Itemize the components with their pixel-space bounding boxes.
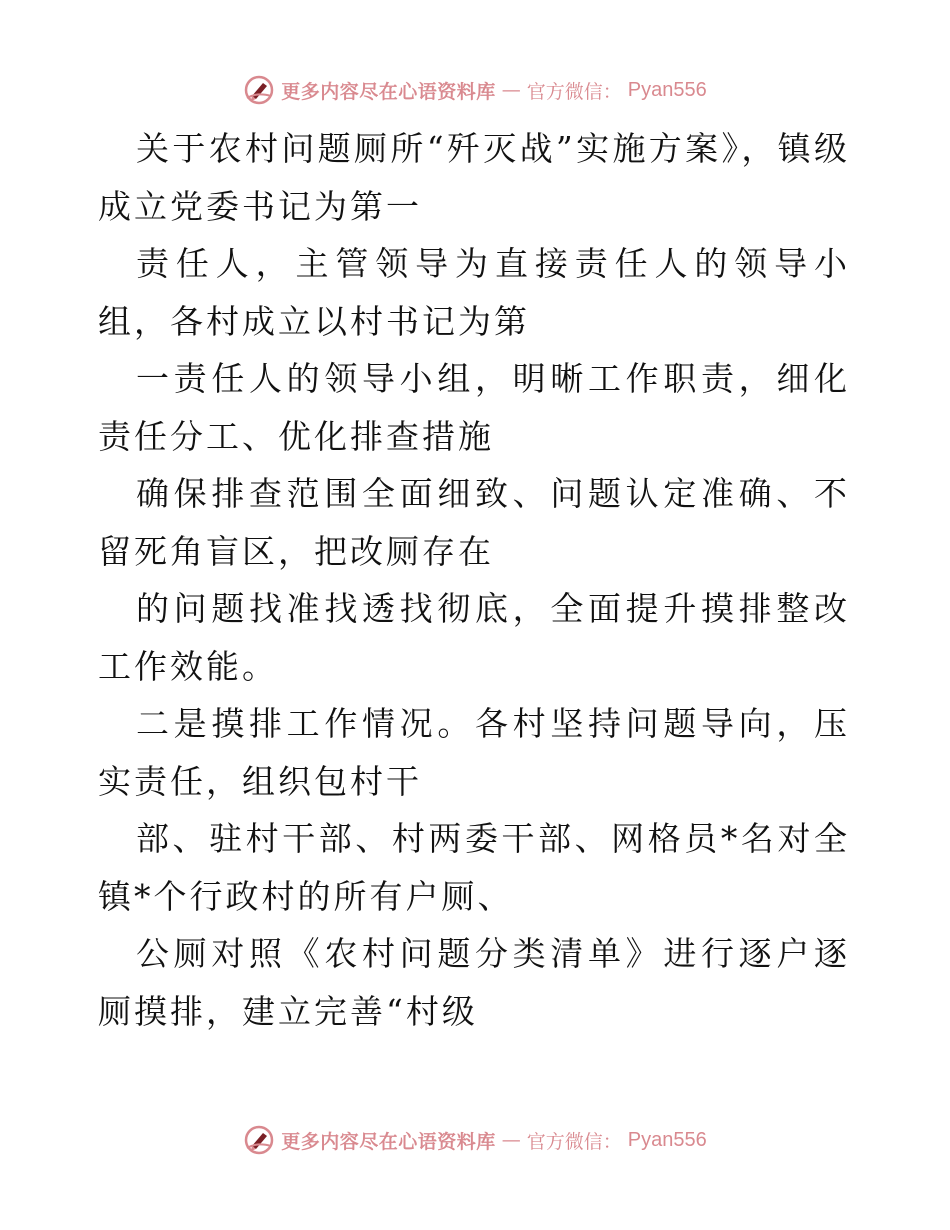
footer-brand-text: 更多内容尽在心语资料库	[281, 1130, 496, 1153]
paragraph: 责任人，主管领导为直接责任人的领导小组，各村成立以村书记为第	[98, 244, 850, 341]
paragraph: 的问题找准找透找彻底，全面提升摸排整改工作效能。	[98, 589, 850, 686]
paragraph: 确保排查范围全面细致、问题认定准确、不留死角盲区，把改厕存在	[98, 474, 850, 571]
footer-wechat-label: 官方微信：	[526, 1130, 622, 1153]
paragraph: 公厕对照《农村问题分类清单》进行逐户逐厕摸排，建立完善“村级	[98, 934, 850, 1031]
footer-dash: —	[501, 1129, 521, 1151]
header-wechat-id: Pyan556	[627, 78, 707, 101]
paragraph: 部、驻村干部、村两委干部、网格员*名对全镇*个行政村的所有户厕、	[98, 819, 850, 916]
paragraph: 关于农村问题厕所“歼灭战”实施方案》，镇级成立党委书记为第一	[98, 129, 850, 226]
header-watermark-content	[243, 74, 707, 106]
header-wechat-label: 官方微信：	[526, 80, 622, 103]
header-brand-text: 更多内容尽在心语资料库	[281, 80, 496, 103]
header-dash: —	[501, 79, 521, 101]
document-body	[98, 120, 850, 1040]
footer-watermark-content	[243, 1124, 707, 1156]
footer-watermark	[0, 1120, 950, 1160]
header-watermark	[0, 70, 950, 110]
footer-wechat-id: Pyan556	[627, 1128, 707, 1151]
pen-logo-icon	[243, 74, 275, 106]
paragraph: 一责任人的领导小组，明晰工作职责，细化责任分工、优化排查措施	[98, 359, 850, 456]
paragraph: 二是摸排工作情况。各村坚持问题导向，压实责任，组织包村干	[98, 704, 850, 801]
pen-logo-icon	[243, 1124, 275, 1156]
